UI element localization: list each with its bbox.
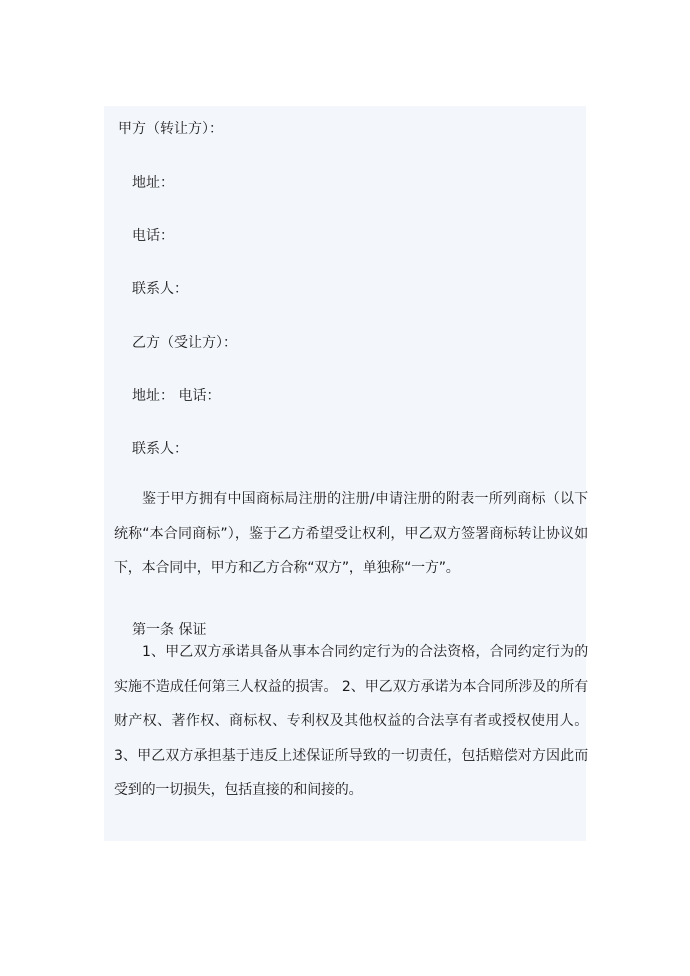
document-page [104,106,586,841]
party-a-phone-label: 电话： [132,228,174,244]
party-b-heading: 乙方（受让方）： [132,335,237,351]
party-a-address-label: 地址： [132,175,174,191]
party-b-contact-label: 联系人： [132,441,188,457]
party-b-address-phone-label: 地址： 电话： [132,388,221,404]
article-1-title: 第一条 保证 [132,622,207,638]
party-a-heading: 甲方（转让方）： [118,121,223,137]
article-1-body: 1、甲乙双方承诺具备从事本合同约定行为的合法资格，合同约定行为的实施不造成任何第三人权益的损害。 2、甲乙双方承诺为本合同所涉及的所有财产权、著作权、商标权、专利权及其他权益的合法享有者或授权使用人。 3、甲乙双方承担基于违反上述保证所导致的一切责任，包括赔偿对方因此而受到的一切损失，包括直接的和间接的。 [114,644,588,798]
party-a-contact-label: 联系人： [132,281,188,297]
preamble-paragraph: 鉴于甲方拥有中国商标局注册的注册/申请注册的附表一所列商标（以下统称“本合同商标”），鉴于乙方希望受让权利，甲乙双方签署商标转让协议如下，本合同中，甲方和乙方合称“双方”，单独称“一方”。 [114,491,588,576]
